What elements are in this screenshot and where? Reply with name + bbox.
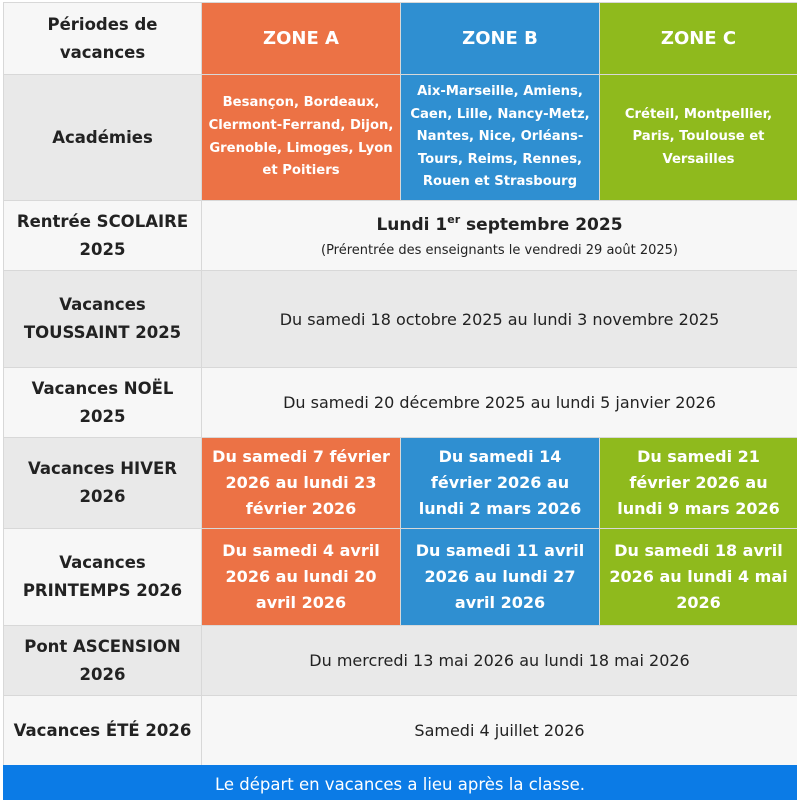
academies-row [4,75,797,201]
zone-b-header: ZONE B [401,3,600,75]
noel-dates: Du samedi 20 décembre 2025 au lundi 5 janvier 2026 [202,368,797,438]
departure-note-banner: Le départ en vacances a lieu après la classe. [3,765,797,800]
zone-b-academies: Aix-Marseille, Amiens, Caen, Lille, Nancy-Metz, Nantes, Nice, Orléans-Tours, Reims, Rennes, Rouen et Strasbourg [401,75,600,201]
printemps-label: Vacances PRINTEMPS 2026 [4,529,202,626]
noel-label: Vacances NOËL 2025 [4,368,202,438]
toussaint-row [4,271,797,368]
school-holidays-table [3,2,797,766]
rentree-row [4,201,797,271]
rentree-note: (Prérentrée des enseignants le vendredi 29 août 2025) [208,240,791,262]
rentree-main-date: Lundi 1er septembre 2025 [208,210,791,240]
toussaint-dates: Du samedi 18 octobre 2025 au lundi 3 novembre 2025 [202,271,797,368]
hiver-zone-c-dates: Du samedi 21 février 2026 au lundi 9 mars 2026 [600,438,797,529]
periods-header: Périodes de vacances [4,3,202,75]
hiver-row [4,438,797,529]
academies-label: Académies [4,75,202,201]
hiver-label: Vacances HIVER 2026 [4,438,202,529]
rentree-label: Rentrée SCOLAIRE 2025 [4,201,202,271]
zone-a-academies: Besançon, Bordeaux, Clermont-Ferrand, Dijon, Grenoble, Limoges, Lyon et Poitiers [202,75,401,201]
ete-dates: Samedi 4 juillet 2026 [202,696,797,766]
noel-row [4,368,797,438]
ete-label: Vacances ÉTÉ 2026 [4,696,202,766]
printemps-zone-b-dates: Du samedi 11 avril 2026 au lundi 27 avril 2026 [401,529,600,626]
ete-row [4,696,797,766]
ascension-label: Pont ASCENSION 2026 [4,626,202,696]
hiver-zone-b-dates: Du samedi 14 février 2026 au lundi 2 mars 2026 [401,438,600,529]
toussaint-label: Vacances TOUSSAINT 2025 [4,271,202,368]
printemps-row [4,529,797,626]
ascension-dates: Du mercredi 13 mai 2026 au lundi 18 mai 2026 [202,626,797,696]
printemps-zone-a-dates: Du samedi 4 avril 2026 au lundi 20 avril 2026 [202,529,401,626]
rentree-dates [202,201,797,271]
ascension-row [4,626,797,696]
printemps-zone-c-dates: Du samedi 18 avril 2026 au lundi 4 mai 2026 [600,529,797,626]
zone-c-academies: Créteil, Montpellier, Paris, Toulouse et Versailles [600,75,797,201]
header-row [4,3,797,75]
zone-a-header: ZONE A [202,3,401,75]
hiver-zone-a-dates: Du samedi 7 février 2026 au lundi 23 février 2026 [202,438,401,529]
zone-c-header: ZONE C [600,3,797,75]
